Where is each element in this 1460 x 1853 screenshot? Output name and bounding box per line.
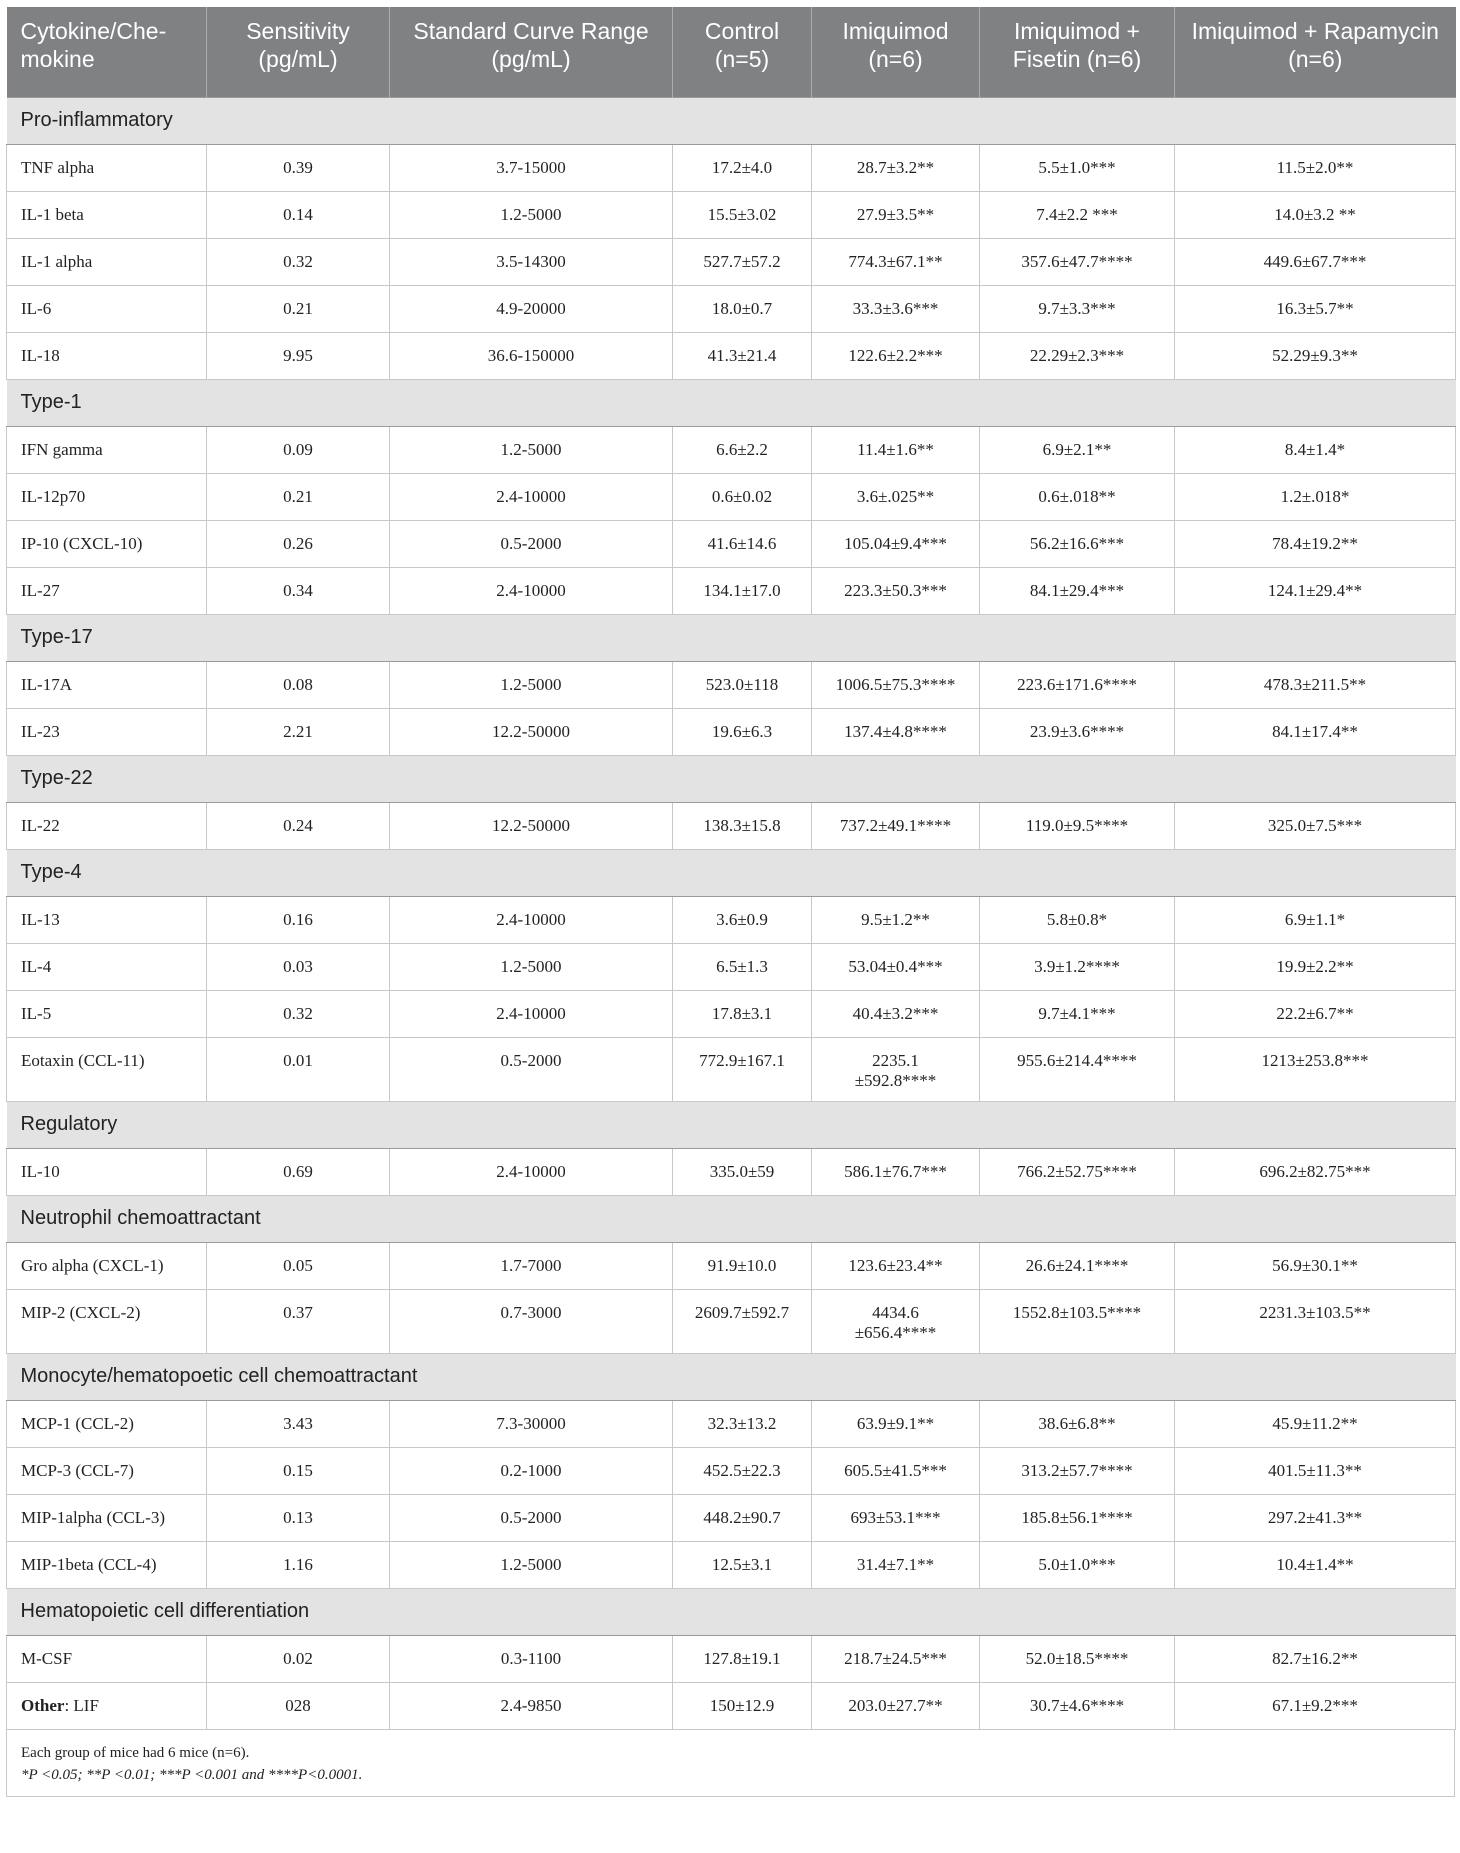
table-cell: 56.9±30.1** (1175, 1242, 1456, 1289)
table-cell: 223.3±50.3*** (812, 567, 980, 614)
table-cell: 3.9±1.2**** (980, 943, 1175, 990)
table-cell: 122.6±2.2*** (812, 332, 980, 379)
table-cell: IL-4 (7, 943, 207, 990)
table-row (7, 567, 1456, 614)
table-cell: Eotaxin (CCL-11) (7, 1037, 207, 1101)
header-imiquimod: Imiquimod (n=6) (812, 7, 980, 97)
table-row (7, 1289, 1456, 1353)
table-cell: 40.4±3.2*** (812, 990, 980, 1037)
table-cell: 2.4-10000 (390, 990, 673, 1037)
table-row (7, 708, 1456, 755)
table-cell: 2231.3±103.5** (1175, 1289, 1456, 1353)
table-cell: MCP-3 (CCL-7) (7, 1447, 207, 1494)
table-cell: IL-1 beta (7, 191, 207, 238)
table-cell: 955.6±214.4**** (980, 1037, 1175, 1101)
table-cell: 9.7±4.1*** (980, 990, 1175, 1037)
header-sensitivity: Sensitivity (pg/mL) (207, 7, 390, 97)
header-control: Control (n=5) (673, 7, 812, 97)
section-title: Neutrophil chemoattractant (7, 1195, 1456, 1242)
table-cell: 448.2±90.7 (673, 1494, 812, 1541)
table-cell: 16.3±5.7** (1175, 285, 1456, 332)
table-cell: 357.6±47.7**** (980, 238, 1175, 285)
table-cell: 7.3-30000 (390, 1400, 673, 1447)
section-header-row (7, 849, 1456, 896)
table-cell: 2.4-10000 (390, 567, 673, 614)
table-cell: IL-22 (7, 802, 207, 849)
table-cell: 774.3±67.1** (812, 238, 980, 285)
table-body (7, 97, 1456, 1729)
table-cell: 6.9±2.1** (980, 426, 1175, 473)
table-row (7, 1400, 1456, 1447)
table-cell: 0.6±.018** (980, 473, 1175, 520)
table-cell: 10.4±1.4** (1175, 1541, 1456, 1588)
table-cell: 0.13 (207, 1494, 390, 1541)
table-cell: IP-10 (CXCL-10) (7, 520, 207, 567)
table-row (7, 896, 1456, 943)
table-cell: 223.6±171.6**** (980, 661, 1175, 708)
table-cell: 2.4-10000 (390, 473, 673, 520)
table-cell: 23.9±3.6**** (980, 708, 1175, 755)
table-cell: 2.4-10000 (390, 1148, 673, 1195)
table-cell: 1.2-5000 (390, 426, 673, 473)
table-cell: 12.5±3.1 (673, 1541, 812, 1588)
table-cell: IL-23 (7, 708, 207, 755)
table-cell: IL-17A (7, 661, 207, 708)
section-header-row (7, 1353, 1456, 1400)
table-cell: 586.1±76.7*** (812, 1148, 980, 1195)
table-cell: 78.4±19.2** (1175, 520, 1456, 567)
table-cell: 32.3±13.2 (673, 1400, 812, 1447)
section-title: Type-22 (7, 755, 1456, 802)
table-cell: 0.69 (207, 1148, 390, 1195)
table-cell: 17.2±4.0 (673, 144, 812, 191)
table-cell: 527.7±57.2 (673, 238, 812, 285)
table-cell: 63.9±9.1** (812, 1400, 980, 1447)
table-cell: IL-12p70 (7, 473, 207, 520)
table-row (7, 332, 1456, 379)
table-row (7, 473, 1456, 520)
table-cell: 52.0±18.5**** (980, 1635, 1175, 1682)
table-cell: 1006.5±75.3**** (812, 661, 980, 708)
table-row (7, 1242, 1456, 1289)
table-row (7, 802, 1456, 849)
table-cell: 9.5±1.2** (812, 896, 980, 943)
table-cell: 3.5-14300 (390, 238, 673, 285)
table-cell: 766.2±52.75**** (980, 1148, 1175, 1195)
section-title: Type-1 (7, 379, 1456, 426)
table-cell: 772.9±167.1 (673, 1037, 812, 1101)
table-cell: MIP-2 (CXCL-2) (7, 1289, 207, 1353)
table-row (7, 520, 1456, 567)
table-cell: 53.04±0.4*** (812, 943, 980, 990)
table-cell: 82.7±16.2** (1175, 1635, 1456, 1682)
table-cell: 36.6-150000 (390, 332, 673, 379)
table-cell: 84.1±29.4*** (980, 567, 1175, 614)
table-cell: 9.7±3.3*** (980, 285, 1175, 332)
table-cell: IFN gamma (7, 426, 207, 473)
table-cell: 0.5-2000 (390, 1494, 673, 1541)
table-cell: 0.39 (207, 144, 390, 191)
table-cell: 17.8±3.1 (673, 990, 812, 1037)
table-cell: 27.9±3.5** (812, 191, 980, 238)
table-cell: 0.03 (207, 943, 390, 990)
table-cell: 452.5±22.3 (673, 1447, 812, 1494)
table-cell: 693±53.1*** (812, 1494, 980, 1541)
table-cell: 185.8±56.1**** (980, 1494, 1175, 1541)
cell-line: ±656.4**** (854, 1322, 937, 1342)
table-cell: 150±12.9 (673, 1682, 812, 1729)
table-cell: 0.05 (207, 1242, 390, 1289)
section-header-row (7, 755, 1456, 802)
table-cell: 22.29±2.3*** (980, 332, 1175, 379)
table-cell: IL-27 (7, 567, 207, 614)
table-cell: 1.2-5000 (390, 661, 673, 708)
header-imiquimod-rapamycin: Imiquimod + Rapamycin (n=6) (1175, 7, 1456, 97)
table-cell: 12.2-50000 (390, 802, 673, 849)
table-cell: 3.6±.025** (812, 473, 980, 520)
table-row (7, 238, 1456, 285)
table-cell: 134.1±17.0 (673, 567, 812, 614)
table-cell: 84.1±17.4** (1175, 708, 1456, 755)
cytokine-table-container (6, 7, 1455, 1797)
table-cell: 1.2-5000 (390, 943, 673, 990)
other-label-rest: : LIF (64, 1695, 99, 1715)
table-header (7, 7, 1456, 97)
table-cell: 0.32 (207, 238, 390, 285)
table-cell: 0.01 (207, 1037, 390, 1101)
table-cell: 41.3±21.4 (673, 332, 812, 379)
header-imiquimod-fisetin: Imiquimod + Fisetin (n=6) (980, 7, 1175, 97)
table-row (7, 661, 1456, 708)
table-cell: IL-1 alpha (7, 238, 207, 285)
table-cell: 6.5±1.3 (673, 943, 812, 990)
table-cell: 696.2±82.75*** (1175, 1148, 1456, 1195)
table-cell: 8.4±1.4* (1175, 426, 1456, 473)
table-footnote (6, 1730, 1455, 1797)
table-cell: 31.4±7.1** (812, 1541, 980, 1588)
table-cell: 127.8±19.1 (673, 1635, 812, 1682)
table-row (7, 1447, 1456, 1494)
table-cell: Gro alpha (CXCL-1) (7, 1242, 207, 1289)
table-cell: 0.15 (207, 1447, 390, 1494)
table-cell: 1552.8±103.5**** (980, 1289, 1175, 1353)
table-cell: 028 (207, 1682, 390, 1729)
section-header-row (7, 379, 1456, 426)
table-cell: 0.3-1100 (390, 1635, 673, 1682)
table-cell: IL-6 (7, 285, 207, 332)
table-cell: 19.9±2.2** (1175, 943, 1456, 990)
table-cell: IL-13 (7, 896, 207, 943)
table-cell: 203.0±27.7** (812, 1682, 980, 1729)
table-cell: 605.5±41.5*** (812, 1447, 980, 1494)
section-title: Pro-inflammatory (7, 97, 1456, 144)
table-cell: 6.6±2.2 (673, 426, 812, 473)
table-cell: 123.6±23.4** (812, 1242, 980, 1289)
table-cell: MIP-1beta (CCL-4) (7, 1541, 207, 1588)
table-cell: 0.21 (207, 473, 390, 520)
table-cell: 19.6±6.3 (673, 708, 812, 755)
table-cell: IL-5 (7, 990, 207, 1037)
table-cell: 1.16 (207, 1541, 390, 1588)
table-cell (7, 1682, 207, 1729)
table-cell: 33.3±3.6*** (812, 285, 980, 332)
table-cell: 26.6±24.1**** (980, 1242, 1175, 1289)
table-cell: 30.7±4.6**** (980, 1682, 1175, 1729)
table-cell: 401.5±11.3** (1175, 1447, 1456, 1494)
table-cell: 0.24 (207, 802, 390, 849)
table-cell: 297.2±41.3** (1175, 1494, 1456, 1541)
table-cell: 3.7-15000 (390, 144, 673, 191)
section-header-row (7, 1195, 1456, 1242)
table-cell: 7.4±2.2 *** (980, 191, 1175, 238)
table-cell: 0.26 (207, 520, 390, 567)
table-cell: 2.4-9850 (390, 1682, 673, 1729)
table-cell: 2.4-10000 (390, 896, 673, 943)
table-row (7, 144, 1456, 191)
table-row (7, 1037, 1456, 1101)
table-cell: 0.02 (207, 1635, 390, 1682)
table-cell: 218.7±24.5*** (812, 1635, 980, 1682)
table-cell: 5.5±1.0*** (980, 144, 1175, 191)
table-cell: 1.2±.018* (1175, 473, 1456, 520)
table-cell: MCP-1 (CCL-2) (7, 1400, 207, 1447)
table-row-other (7, 1682, 1456, 1729)
table-cell: 3.6±0.9 (673, 896, 812, 943)
table-cell: 0.7-3000 (390, 1289, 673, 1353)
table-cell: M-CSF (7, 1635, 207, 1682)
table-cell: 5.8±0.8* (980, 896, 1175, 943)
table-cell: 0.5-2000 (390, 520, 673, 567)
table-cell: 1213±253.8*** (1175, 1037, 1456, 1101)
table-cell: 11.5±2.0** (1175, 144, 1456, 191)
footnote-line-2: *P <0.05; **P <0.01; ***P <0.001 and ****P<0.0001. (21, 1766, 363, 1783)
footnote-line-1: Each group of mice had 6 mice (n=6). (21, 1744, 250, 1761)
table-cell: 0.08 (207, 661, 390, 708)
table-cell: 22.2±6.7** (1175, 990, 1456, 1037)
table-cell: 335.0±59 (673, 1148, 812, 1195)
table-cell: 0.6±0.02 (673, 473, 812, 520)
section-header-row (7, 614, 1456, 661)
section-title: Hematopoietic cell differentiation (7, 1588, 1456, 1635)
cell-line: 4434.6 (872, 1302, 919, 1322)
table-cell: 2609.7±592.7 (673, 1289, 812, 1353)
table-cell: 67.1±9.2*** (1175, 1682, 1456, 1729)
table-cell: 15.5±3.02 (673, 191, 812, 238)
table-cell: 0.16 (207, 896, 390, 943)
table-cell: 1.2-5000 (390, 191, 673, 238)
table-cell: 41.6±14.6 (673, 520, 812, 567)
table-cell: 0.09 (207, 426, 390, 473)
table-cell: 137.4±4.8**** (812, 708, 980, 755)
table-cell: 523.0±118 (673, 661, 812, 708)
table-cell: 3.43 (207, 1400, 390, 1447)
table-row (7, 1494, 1456, 1541)
table-cell: IL-18 (7, 332, 207, 379)
table-cell: IL-10 (7, 1148, 207, 1195)
table-cell: 14.0±3.2 ** (1175, 191, 1456, 238)
table-cell: 11.4±1.6** (812, 426, 980, 473)
section-title: Monocyte/hematopoetic cell chemoattractant (7, 1353, 1456, 1400)
table-cell: 325.0±7.5*** (1175, 802, 1456, 849)
other-label-bold: Other (21, 1695, 65, 1715)
table-cell: 9.95 (207, 332, 390, 379)
table-row (7, 990, 1456, 1037)
table-cell: 91.9±10.0 (673, 1242, 812, 1289)
table-cell: 737.2±49.1**** (812, 802, 980, 849)
table-row (7, 191, 1456, 238)
cell-line: ±592.8**** (854, 1070, 937, 1090)
table-cell: 28.7±3.2** (812, 144, 980, 191)
section-header-row (7, 1101, 1456, 1148)
section-header-row (7, 97, 1456, 144)
table-cell: 0.2-1000 (390, 1447, 673, 1494)
section-title: Regulatory (7, 1101, 1456, 1148)
table-cell: 449.6±67.7*** (1175, 238, 1456, 285)
table-cell: 0.14 (207, 191, 390, 238)
table-cell: TNF alpha (7, 144, 207, 191)
table-row (7, 943, 1456, 990)
table-cell: 124.1±29.4** (1175, 567, 1456, 614)
table-cell: 5.0±1.0*** (980, 1541, 1175, 1588)
table-cell: 52.29±9.3** (1175, 332, 1456, 379)
table-cell: 0.37 (207, 1289, 390, 1353)
table-cell: 0.21 (207, 285, 390, 332)
table-cell: 0.32 (207, 990, 390, 1037)
cell-line: 2235.1 (872, 1050, 919, 1070)
section-title: Type-4 (7, 849, 1456, 896)
section-header-row (7, 1588, 1456, 1635)
table-cell: 18.0±0.7 (673, 285, 812, 332)
table-row (7, 285, 1456, 332)
table-cell: 1.2-5000 (390, 1541, 673, 1588)
table-cell: 6.9±1.1* (1175, 896, 1456, 943)
section-title: Type-17 (7, 614, 1456, 661)
table-cell: 4.9-20000 (390, 285, 673, 332)
table-cell: 45.9±11.2** (1175, 1400, 1456, 1447)
header-cytokine: Cytokine/Che-mokine (7, 7, 207, 97)
table-cell: 478.3±211.5** (1175, 661, 1456, 708)
table-cell: 0.34 (207, 567, 390, 614)
table-cell: 12.2-50000 (390, 708, 673, 755)
cytokine-table (6, 7, 1456, 1730)
table-cell (812, 1037, 980, 1101)
table-cell: 0.5-2000 (390, 1037, 673, 1101)
table-cell: 56.2±16.6*** (980, 520, 1175, 567)
table-cell: 1.7-7000 (390, 1242, 673, 1289)
table-row (7, 1148, 1456, 1195)
table-cell (812, 1289, 980, 1353)
table-row (7, 1635, 1456, 1682)
table-row (7, 1541, 1456, 1588)
table-cell: 38.6±6.8** (980, 1400, 1175, 1447)
table-cell: 138.3±15.8 (673, 802, 812, 849)
table-cell: MIP-1alpha (CCL-3) (7, 1494, 207, 1541)
header-standard-curve: Standard Curve Range (pg/mL) (390, 7, 673, 97)
table-row (7, 426, 1456, 473)
table-cell: 105.04±9.4*** (812, 520, 980, 567)
table-cell: 313.2±57.7**** (980, 1447, 1175, 1494)
table-cell: 2.21 (207, 708, 390, 755)
table-cell: 119.0±9.5**** (980, 802, 1175, 849)
